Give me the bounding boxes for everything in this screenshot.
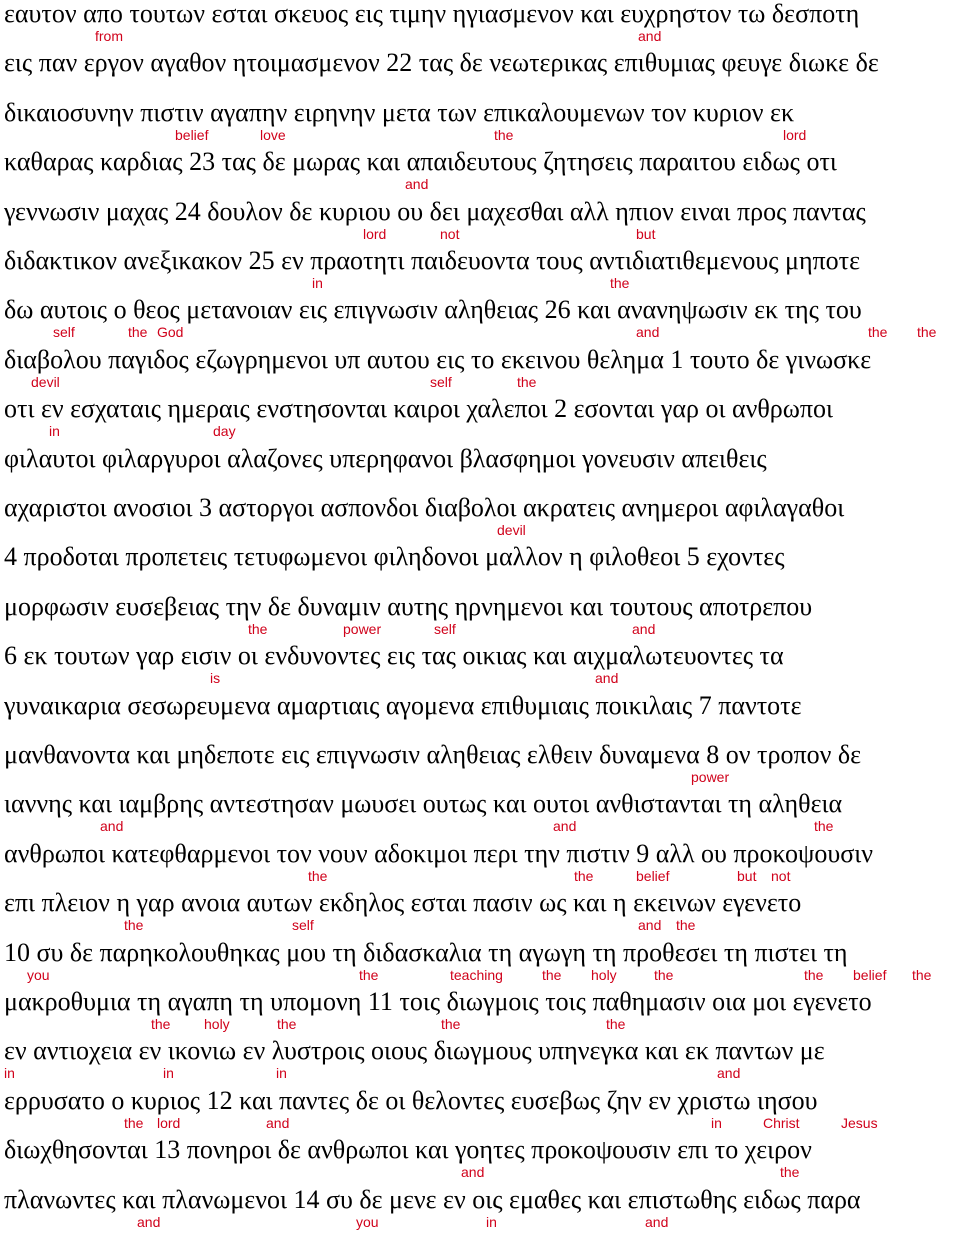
- english-gloss: devil: [497, 522, 526, 538]
- greek-text-line: διαβολου παγιδος εζωγρημενοι υπ αυτου εις το εκεινου θελημα 1 τουτο δε γινωσκε: [4, 344, 872, 374]
- greek-text-line: μανθανοντα και μηδεποτε εις επιγνωσιν αληθειας ελθειν δυναμενα 8 ον τροπον δε: [4, 740, 862, 769]
- english-gloss: in: [49, 423, 60, 440]
- english-gloss: in: [276, 1065, 287, 1082]
- english-gloss: the: [151, 1016, 171, 1032]
- english-gloss: the: [574, 867, 594, 884]
- english-gloss: power: [691, 769, 730, 785]
- english-gloss: Jesus: [841, 1114, 878, 1131]
- greek-text-line: ιαννης και ιαμβρης αντεστησαν μωυσει ουτως και ουτοι ανθιστανται τη αληθεια: [4, 789, 843, 819]
- english-gloss: and: [553, 818, 577, 835]
- english-gloss: and: [717, 1065, 741, 1082]
- english-gloss: self: [292, 917, 314, 934]
- english-gloss: God: [157, 324, 184, 341]
- greek-text-line: εαυτον απο τουτων εσται σκευος εις τιμην ηγιασμενον και ευχρηστον τω δεσποτη: [4, 0, 860, 28]
- english-gloss: but: [636, 225, 656, 242]
- english-gloss: is: [210, 670, 221, 687]
- english-gloss: the: [308, 867, 328, 884]
- greek-text-line: γυναικαρια σεσωρευμενα αμαρτιαις αγομενα επιθυμιαις ποικιλαις 7 παντοτε: [4, 690, 802, 720]
- greek-text-line: 10 συ δε παρηκολουθηκας μου τη διδασκαλια τη αγωγη τη προθεσει τη πιστει τη: [4, 937, 848, 967]
- english-gloss: self: [430, 373, 452, 390]
- english-gloss: in: [486, 1213, 497, 1230]
- greek-text-line: δω αυτοις ο θεος μετανοιαν εις επιγνωσιν αληθειας 26 και ανανηψωσιν εκ της του: [4, 295, 862, 325]
- english-gloss: the: [610, 275, 630, 291]
- english-gloss: the: [676, 917, 696, 934]
- english-gloss: Christ: [763, 1114, 800, 1131]
- english-gloss: and: [100, 818, 124, 835]
- english-gloss: lord: [157, 1114, 181, 1131]
- english-gloss: the: [606, 1016, 626, 1032]
- english-gloss: the: [780, 1164, 800, 1181]
- english-gloss: devil: [31, 373, 60, 390]
- greek-text-line: εις παν εργον αγαθον ητοιμασμενον 22 τας δε νεωτερικας επιθυμιας φευγε διωκε δε: [4, 48, 879, 78]
- english-gloss: day: [213, 423, 236, 440]
- english-gloss: the: [248, 620, 268, 637]
- english-gloss: and: [632, 620, 656, 637]
- greek-text-line: οτι εν εσχαταις ημεραις ενστησονται καιροι χαλεποι 2 εσονται γαρ οι ανθρωποι: [4, 394, 833, 424]
- english-gloss: self: [53, 324, 75, 341]
- english-gloss: from: [95, 28, 123, 44]
- greek-text-line: επι πλειον η γαρ ανοια αυτων εκδηλος εσται πασιν ως και η εκεινων εγενετο: [4, 888, 802, 918]
- english-gloss: in: [4, 1065, 15, 1082]
- english-gloss: the: [359, 966, 379, 983]
- english-gloss: in: [163, 1065, 174, 1082]
- english-gloss: and: [638, 28, 662, 44]
- english-gloss: and: [405, 176, 429, 193]
- english-gloss: the: [917, 324, 937, 341]
- english-gloss: holy: [204, 1016, 230, 1032]
- english-gloss: and: [595, 670, 619, 687]
- english-gloss: the: [494, 126, 514, 143]
- english-gloss: and: [645, 1213, 669, 1230]
- english-gloss: and: [137, 1213, 161, 1230]
- greek-text-line: διωχθησονται 13 πονηροι δε ανθρωποι και γοητες προκοψουσιν επι το χειρον: [4, 1135, 812, 1165]
- english-gloss: in: [312, 275, 323, 291]
- english-gloss: power: [343, 620, 382, 637]
- greek-text-line: 4 προδοται προπετεις τετυφωμενοι φιληδονοι μαλλον η φιλοθεοι 5 εχοντες: [4, 542, 785, 572]
- english-gloss: but: [737, 867, 757, 884]
- greek-text-line: αχαριστοι ανοσιοι 3 αστοργοι ασπονδοι διαβολοι ακρατεις ανημεροι αφιλαγαθοι: [4, 493, 845, 522]
- english-gloss: lord: [783, 126, 807, 143]
- greek-text-line: φιλαυτοι φιλαργυροι αλαζονες υπερηφανοι βλασφημοι γονευσιν απειθεις: [4, 443, 767, 473]
- english-gloss: self: [434, 620, 456, 637]
- greek-text-line: ανθρωποι κατεφθαρμενοι τον νουν αδοκιμοι περι την πιστιν 9 αλλ ου προκοψουσιν: [4, 838, 873, 868]
- greek-text-line: καθαρας καρδιας 23 τας δε μωρας και απαιδευτους ζητησεις παραιτου ειδως οτι: [4, 147, 837, 177]
- english-gloss: and: [638, 917, 662, 934]
- english-gloss: the: [804, 966, 824, 983]
- english-gloss: the: [277, 1016, 297, 1032]
- english-gloss: not: [771, 867, 791, 884]
- english-gloss: the: [517, 373, 537, 390]
- english-gloss: belief: [636, 867, 670, 884]
- greek-text-line: πλανωντες και πλανωμενοι 14 συ δε μενε εν οις εμαθες και επιστωθης ειδως παρα: [4, 1184, 861, 1214]
- greek-text-line: μορφωσιν ευσεβειας την δε δυναμιν αυτης ηρνημενοι και τουτους αποτρεπου: [4, 591, 813, 621]
- english-gloss: and: [461, 1164, 485, 1181]
- greek-text-line: εν αντιοχεια εν ικονιω εν λυστροις οιους διωγμους υπηνεγκα και εκ παντων με: [4, 1036, 825, 1066]
- english-gloss: and: [266, 1114, 290, 1131]
- english-gloss: belief: [853, 966, 887, 983]
- english-gloss: not: [440, 225, 460, 242]
- english-gloss: you: [27, 966, 50, 983]
- english-gloss: holy: [591, 966, 617, 983]
- greek-text-line: διδακτικον ανεξικακον 25 εν πραοτητι παιδευοντα τους αντιδιατιθεμενους μηποτε: [4, 246, 861, 275]
- english-gloss: you: [356, 1213, 379, 1230]
- english-gloss: the: [868, 324, 888, 341]
- english-gloss: teaching: [450, 966, 503, 983]
- english-gloss: the: [128, 324, 148, 341]
- greek-text-line: 6 εκ τουτων γαρ εισιν οι ενδυνοντες εις τας οικιας και αιχμαλωτευοντες τα: [4, 641, 784, 671]
- english-gloss: the: [654, 966, 674, 983]
- english-gloss: the: [542, 966, 562, 983]
- english-gloss: love: [260, 126, 286, 143]
- greek-text-line: γεννωσιν μαχας 24 δουλον δε κυριου ου δει μαχεσθαι αλλ ηπιον ειναι προς παντας: [4, 196, 866, 226]
- english-gloss: and: [636, 324, 660, 341]
- greek-text-line: μακροθυμια τη αγαπη τη υπομονη 11 τοις διωγμοις τοις παθημασιν οια μοι εγενετο: [4, 987, 872, 1016]
- greek-text-line: δικαιοσυνην πιστιν αγαπην ειρηνην μετα των επικαλουμενων τον κυριον εκ: [4, 97, 795, 127]
- english-gloss: the: [814, 818, 834, 835]
- english-gloss: in: [711, 1114, 722, 1131]
- english-gloss: the: [124, 1114, 144, 1131]
- english-gloss: belief: [175, 126, 209, 143]
- english-gloss: lord: [363, 225, 387, 242]
- english-gloss: the: [124, 917, 144, 934]
- english-gloss: the: [912, 966, 932, 983]
- english-gloss: the: [441, 1016, 461, 1032]
- greek-text-line: ερρυσατο ο κυριος 12 και παντες δε οι θελοντες ευσεβως ζην εν χριστω ιησου: [4, 1085, 818, 1115]
